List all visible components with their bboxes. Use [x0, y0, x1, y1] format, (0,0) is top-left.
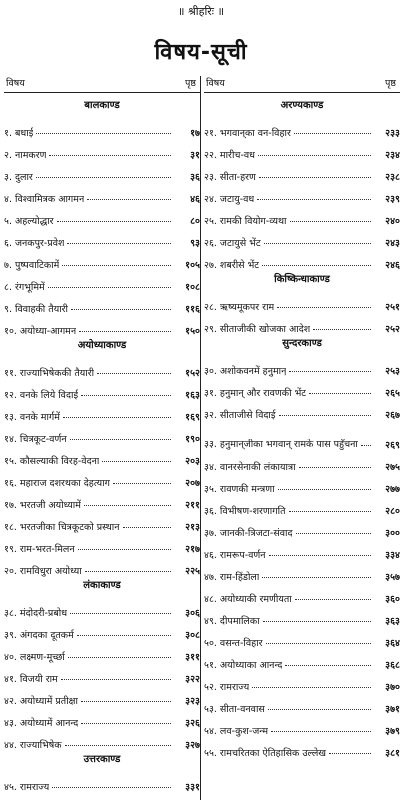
entry-title: ४. विश्वामित्रक आगमन: [4, 194, 85, 205]
entry-page-number: ३६४: [385, 638, 400, 649]
dot-leader: [263, 621, 371, 622]
toc-entry: [4, 293, 200, 315]
dot-leader: [81, 723, 171, 724]
entry-page-number: २२५: [185, 566, 200, 577]
toc-entry: [204, 291, 400, 313]
toc-entry: [204, 605, 400, 627]
toc-entry: [204, 205, 400, 227]
entry-title: ५. अहल्योद्धार: [4, 216, 54, 227]
dot-leader: [294, 133, 371, 134]
entry-title: २. नामकरण: [4, 150, 47, 161]
page-heading: पृष्ठ: [185, 78, 196, 89]
section-heading: सुन्दरकाण्ड: [282, 338, 322, 349]
toc-entry: [204, 227, 400, 249]
dot-leader: [361, 445, 371, 446]
dot-leader: [271, 731, 371, 732]
entry-page-number: २०३: [185, 456, 200, 467]
toc-entry: [4, 489, 200, 511]
dot-leader: [313, 329, 371, 330]
dot-leader: [57, 221, 171, 222]
entry-title: ५२. रामराज्य: [204, 682, 250, 693]
entry-title: ६. जनकपुर-प्रवेश: [4, 238, 65, 249]
entry-title: ५५. रामचरितका ऐतिहासिक उल्लेख: [204, 748, 327, 759]
entry-page-number: २११: [185, 500, 200, 511]
right-entries: [204, 99, 400, 759]
entry-page-number: ३२२: [185, 674, 200, 685]
entry-page-number: २५१: [385, 302, 400, 313]
entry-title: ३१. हनुमान् और रावणकी भेंट: [204, 388, 307, 399]
dot-leader: [62, 265, 171, 266]
entry-title: ५०. वसन्त-विहार: [204, 638, 263, 649]
dot-leader: [61, 679, 171, 680]
dot-leader: [309, 393, 371, 394]
entry-page-number: १५०: [185, 326, 200, 337]
page-title: विषय-सूची: [154, 40, 248, 65]
entry-page-number: १०८: [185, 282, 200, 293]
dot-leader: [290, 221, 371, 222]
dot-leader: [299, 467, 371, 468]
dot-leader: [52, 787, 171, 788]
toc-entry: [204, 539, 400, 561]
entry-page-number: २४०: [385, 216, 400, 227]
entry-page-number: ३५७: [385, 572, 400, 583]
left-column: [4, 76, 200, 793]
entry-title: १७. भरतजी अयोध्यामें: [4, 500, 81, 511]
dot-leader: [266, 643, 371, 644]
toc-entry: [4, 771, 200, 793]
dot-leader: [87, 199, 171, 200]
section-heading: अयोध्याकाण्ड: [77, 340, 127, 351]
entry-page-number: ३२७: [185, 740, 200, 751]
toc-entry: [204, 715, 400, 737]
entry-title: २९. सीताजीकी खोजका आदेश: [204, 324, 311, 335]
dot-leader: [262, 577, 371, 578]
entry-page-number: १५२: [185, 368, 200, 379]
dot-leader: [65, 745, 171, 746]
toc-entry: [204, 355, 400, 377]
entry-page-number: ४६: [190, 194, 200, 205]
dot-leader: [102, 461, 171, 462]
entry-page-number: २६९: [385, 440, 400, 451]
section-heading: अरण्यकाण्ड: [280, 100, 324, 111]
entry-page-number: २३३: [385, 128, 400, 139]
dot-leader: [264, 243, 371, 244]
dot-leader: [269, 555, 371, 556]
toc-entry: [4, 139, 200, 161]
toc-entry: [204, 399, 400, 421]
entry-page-number: २५२: [385, 324, 400, 335]
entry-title: ३०. अशोकवनमें हनुमान्: [204, 366, 287, 377]
subject-heading: विषय: [206, 78, 225, 89]
toc-entry: [4, 555, 200, 577]
entry-title: २५. रामकी वियोग-व्यथा: [204, 216, 287, 227]
entry-page-number: ३७१: [385, 704, 400, 715]
toc-entry: [4, 707, 200, 729]
toc-entry: [204, 495, 400, 517]
entry-title: ५३. सीता-वनवास: [204, 704, 265, 715]
dot-leader: [262, 265, 371, 266]
toc-entry: [4, 533, 200, 555]
left-column-header: [4, 76, 200, 93]
entry-page-number: २८०: [385, 506, 400, 517]
toc-entry: [204, 583, 400, 605]
entry-page-number: ३६०: [385, 594, 400, 605]
toc-entry: [204, 649, 400, 671]
entry-page-number: ३७०: [385, 682, 400, 693]
toc-entry: [204, 473, 400, 495]
entry-title: ४१. विजयी राम: [4, 674, 58, 685]
dot-leader: [257, 199, 371, 200]
entry-title: ४९. दीपमालिका: [204, 616, 260, 627]
toc-entry: [4, 467, 200, 489]
entry-title: ४५. रामराज्य: [4, 782, 50, 793]
toc-entry: [204, 183, 400, 205]
section-heading: बालकाण्ड: [84, 100, 120, 111]
entry-title: २८. ऋष्यमूकपर राम: [204, 302, 275, 313]
toc-entry: [4, 445, 200, 467]
dot-leader: [252, 687, 371, 688]
entry-page-number: २७७: [385, 484, 400, 495]
entry-title: ३९. अंगदका दूतकर्म: [4, 630, 74, 641]
dot-leader: [295, 599, 371, 600]
toc-entry: [204, 249, 400, 271]
dot-leader: [81, 701, 171, 702]
dot-leader: [285, 665, 371, 666]
entry-title: ४३. अयोध्यामें आनन्द: [4, 718, 79, 729]
entry-page-number: २१७: [185, 544, 200, 555]
entry-title: २१. भगवान्‌का वन-विहार: [204, 128, 291, 139]
entry-title: ३. दुलार: [4, 172, 33, 183]
dot-leader: [259, 177, 371, 178]
dot-leader: [329, 753, 371, 754]
entry-page-number: ३६८: [385, 660, 400, 671]
entry-title: २३. सीता-हरण: [204, 172, 256, 183]
dot-leader: [49, 155, 171, 156]
page-heading: पृष्ठ: [385, 78, 396, 89]
entry-title: २४. जटायु-वध: [204, 194, 255, 205]
entry-page-number: ३३४: [385, 550, 400, 561]
toc-entry: [204, 377, 400, 399]
toc-entry: [4, 641, 200, 663]
right-column-header: [204, 76, 400, 93]
entry-page-number: ३११: [185, 652, 200, 663]
entry-page-number: ३६३: [385, 616, 400, 627]
entry-page-number: १०५: [185, 260, 200, 271]
dot-leader: [289, 511, 372, 512]
toc-entry: [4, 597, 200, 619]
toc-entry: [204, 451, 400, 473]
dot-leader: [81, 395, 171, 396]
dot-leader: [84, 505, 171, 506]
entry-page-number: ३३१: [185, 782, 200, 793]
dot-leader: [67, 243, 171, 244]
entry-page-number: २४६: [385, 260, 400, 271]
entry-title: ४७. राम-हिंडोला: [204, 572, 260, 583]
entry-title: ५१. अयोध्याका आनन्द: [204, 660, 283, 671]
entry-page-number: १६९: [185, 412, 200, 423]
entry-title: ३५. रावणकी मन्त्रणा: [204, 484, 275, 495]
toc-entry: [4, 729, 200, 751]
toc-entry: [204, 139, 400, 161]
entry-page-number: २५३: [385, 366, 400, 377]
dot-leader: [268, 709, 371, 710]
entry-page-number: ३००: [385, 528, 400, 539]
dot-leader: [296, 533, 371, 534]
entry-title: ८. रंगभूमिमें: [4, 282, 45, 293]
entry-page-number: २६७: [385, 410, 400, 421]
toc-entry: [4, 357, 200, 379]
entry-title: ३८. मंदोदरी-प्रबोध: [4, 608, 68, 619]
dot-leader: [78, 549, 171, 550]
toc-entry: [4, 205, 200, 227]
entry-title: ४२. अयोध्यामें प्रतीक्षा: [4, 696, 78, 707]
toc-entry: [204, 313, 400, 335]
entry-page-number: २०७: [185, 478, 200, 489]
entry-page-number: २४३: [385, 238, 400, 249]
toc-entry: [204, 421, 400, 451]
toc-entry: [4, 183, 200, 205]
section-heading: किष्किन्धाकाण्ड: [274, 274, 330, 285]
entry-page-number: ३०६: [185, 608, 200, 619]
entry-page-number: २३४: [385, 150, 400, 161]
entry-title: ११. राज्याभिषेककी तैयारी: [4, 368, 95, 379]
entry-title: ५४. लव-कुश-जन्म: [204, 726, 269, 737]
entry-page-number: २६५: [385, 388, 400, 399]
entry-page-number: ८०: [190, 216, 200, 227]
entry-page-number: १९०: [185, 434, 200, 445]
entry-title: २२. मारीच-वध: [204, 150, 255, 161]
entry-page-number: ३१: [190, 150, 200, 161]
entry-title: १४. चित्रकूट-वर्णन: [4, 434, 67, 445]
entry-page-number: ३७९: [385, 726, 400, 737]
toc-entry: [4, 423, 200, 445]
entry-title: १९. राम-भरत-मिलन: [4, 544, 75, 555]
entry-page-number: ३२३: [185, 696, 200, 707]
toc-entry: [4, 227, 200, 249]
entry-page-number: ३६: [190, 172, 200, 183]
toc-entry: [4, 511, 200, 533]
entry-page-number: २७५: [385, 462, 400, 473]
toc-entry: [4, 249, 200, 271]
entry-title: २६. जटायुसे भेंट: [204, 238, 261, 249]
toc-entry: [204, 737, 400, 759]
dot-leader: [113, 483, 171, 484]
entry-title: ४४. राज्याभिषेक: [4, 740, 62, 751]
entry-title: १८. भरतजीका चित्रकूटको प्रस्थान: [4, 522, 120, 533]
entry-page-number: २१३: [185, 522, 200, 533]
section-heading: लंकाकाण्ड: [83, 580, 121, 591]
dot-leader: [79, 331, 171, 332]
toc-entry: [4, 379, 200, 401]
dot-leader: [71, 309, 171, 310]
dot-leader: [48, 287, 171, 288]
dot-leader: [70, 439, 171, 440]
entry-title: १०. अयोध्या-आगमन: [4, 326, 77, 337]
toc-entry: [204, 517, 400, 539]
entry-title: ३४. वानरसेनाकी लंकायात्रा: [204, 462, 296, 473]
right-column: [204, 76, 400, 759]
entry-title: २७. शबरीसे भेंट: [204, 260, 260, 271]
entry-title: १२. वनके लिये विदाई: [4, 390, 79, 401]
entry-title: ४०. लक्ष्मण-मूर्च्छा: [4, 652, 65, 663]
toc-entry: [4, 619, 200, 641]
toc-entry: [204, 671, 400, 693]
toc-entry: [4, 315, 200, 337]
dot-leader: [70, 613, 171, 614]
toc-entry: [204, 161, 400, 183]
toc-entry: [4, 685, 200, 707]
toc-entry: [204, 561, 400, 583]
entry-title: १५. कौसल्याकी विरह-वेदना: [4, 456, 100, 467]
entry-title: ३७. जानकी-त्रिजटा-संवाद: [204, 528, 293, 539]
entry-title: ९. विवाहकी तैयारी: [4, 304, 69, 315]
dot-leader: [289, 371, 371, 372]
dot-leader: [85, 571, 171, 572]
toc-entry: [4, 161, 200, 183]
dot-leader: [279, 415, 371, 416]
column-divider: [200, 76, 201, 800]
section-heading: उत्तरकाण्ड: [83, 754, 121, 765]
entry-title: २०. रामविधुरा अयोध्या: [4, 566, 82, 577]
entry-title: १३. वनके मार्गमें: [4, 412, 60, 423]
entry-page-number: ९३: [190, 238, 200, 249]
dot-leader: [63, 417, 171, 418]
entry-page-number: २३९: [385, 194, 400, 205]
entry-title: १६. महाराज दशरथका देहत्याग: [4, 478, 110, 489]
subject-heading: विषय: [6, 78, 25, 89]
entry-page-number: ११६: [185, 304, 200, 315]
toc-entry: [4, 117, 200, 139]
entry-title: १. बधाई: [4, 128, 34, 139]
entry-page-number: ३०८: [185, 630, 200, 641]
dot-leader: [97, 373, 171, 374]
toc-entry: [204, 117, 400, 139]
dot-leader: [36, 177, 171, 178]
dot-leader: [277, 307, 371, 308]
entry-title: ३२. सीताजीसे विदाई: [204, 410, 276, 421]
entry-page-number: १७: [190, 128, 200, 139]
entry-title: ४६. रामरूप-वर्णन: [204, 550, 266, 561]
dot-leader: [258, 155, 371, 156]
entry-page-number: १६३: [185, 390, 200, 401]
dot-leader: [123, 527, 172, 528]
toc-entry: [204, 627, 400, 649]
dot-leader: [36, 133, 171, 134]
entry-title: ३६. विभीषण-शरणागति: [204, 506, 286, 517]
entry-title: ७. पुष्पवाटिकामें: [4, 260, 60, 271]
toc-entry: [4, 663, 200, 685]
entry-page-number: ३८१: [385, 748, 400, 759]
left-entries: [4, 99, 200, 793]
entry-page-number: ३२६: [185, 718, 200, 729]
toc-entry: [4, 401, 200, 423]
entry-title: ४८. अयोध्याकी रमणीयता: [204, 594, 292, 605]
toc-entry: [4, 271, 200, 293]
toc-entry: [204, 693, 400, 715]
entry-page-number: २३८: [385, 172, 400, 183]
invocation-line: ॥ श्रीहरिः ॥: [177, 5, 225, 18]
dot-leader: [278, 489, 371, 490]
dot-leader: [68, 657, 171, 658]
dot-leader: [77, 635, 171, 636]
entry-title: ३३. हनुमान्‌जीका भगवान् रामके पास पहुँचना: [204, 439, 358, 450]
